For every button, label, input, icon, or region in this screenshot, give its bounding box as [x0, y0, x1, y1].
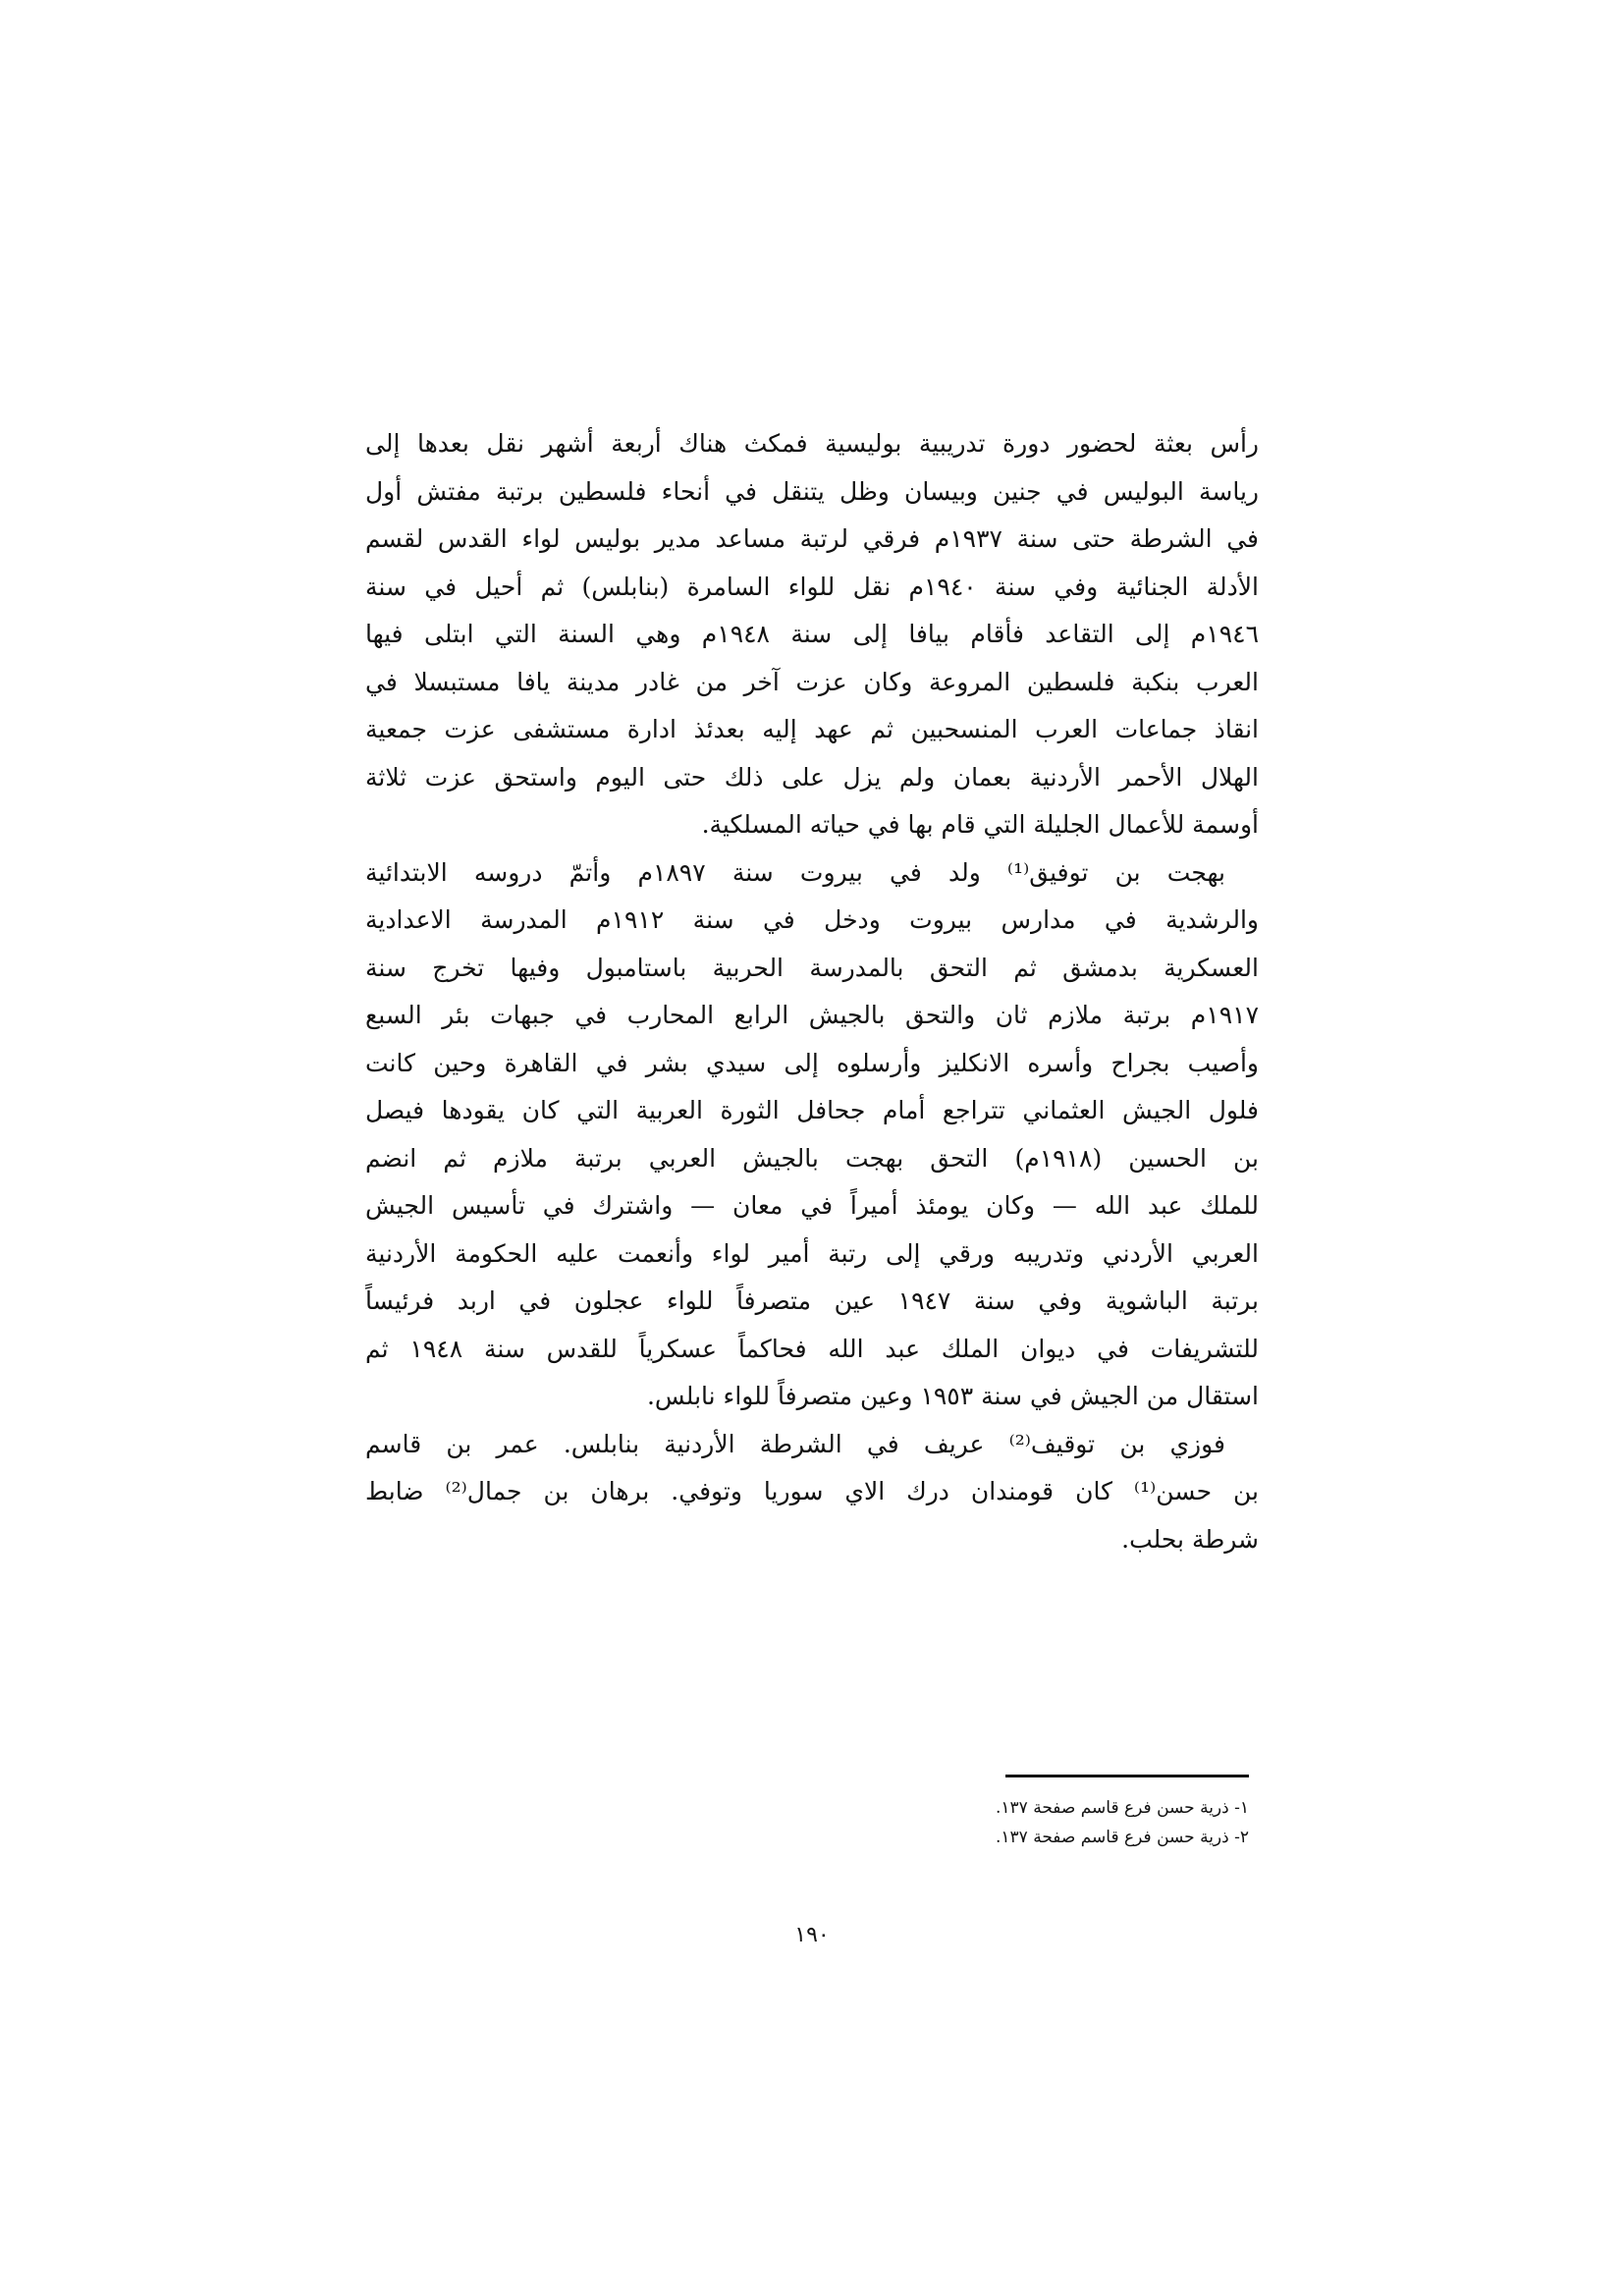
text-line: في الشرطة حتى سنة ١٩٣٧م فرقي لرتبة مساعد مدير بوليس لواء القدس لقسم [365, 524, 1259, 553]
text-line: العربي الأردني وتدريبه ورقي إلى رتبة أمير لواء وأنعمت عليه الحكومة الأردنية [365, 1238, 1259, 1268]
text-line: للملك عبد الله — وكان يومئذ أميراً في معان — واشترك في تأسيس الجيش [365, 1191, 1259, 1220]
text-line: للتشريفات في ديوان الملك عبد الله فحاكماً عسكرياً للقدس سنة ١٩٤٨ ثم [365, 1334, 1259, 1363]
footnote-2: ٢- ذرية حسن فرع قاسم صفحة ١٣٧. [996, 1828, 1249, 1847]
text-line: استقال من الجيش في سنة ١٩٥٣ وعين متصرفاً للواء نابلس. [646, 1382, 1259, 1410]
text-line: رياسة البوليس في جنين وبيسان وظل يتنقل في أنحاء فلسطين برتبة مفتش أول [365, 476, 1259, 506]
text-line: العسكرية بدمشق ثم التحق بالمدرسة الحربية باستامبول وفيها تخرج سنة [365, 953, 1259, 982]
text-line: شرطة بحلب. [1121, 1524, 1259, 1554]
text-line: بن حسن⁽¹⁾ كان قومندان درك الاي سوريا وتوفي. برهان بن جمال⁽²⁾ ضابط [365, 1477, 1259, 1505]
footnotes [687, 1793, 1249, 1852]
text-line: بهجت بن توفيق⁽¹⁾ ولد في بيروت سنة ١٨٩٧م وأتمّ دروسه الابتدائية [365, 857, 1225, 887]
text-line: بن الحسين (١٩١٨م) التحق بهجت بالجيش العربي برتبة ملازم ثم انضم [365, 1143, 1259, 1173]
page-number: ١٩٠ [794, 1923, 830, 1947]
text-line: رأس بعثة لحضور دورة تدريبية بوليسية فمكث هناك أربعة أشهر نقل بعدها إلى [365, 429, 1259, 458]
footnote-1: ١- ذرية حسن فرع قاسم صفحة ١٣٧. [996, 1798, 1249, 1818]
footnote-divider [1005, 1775, 1249, 1777]
text-line: العرب بنكبة فلسطين المروعة وكان عزت آخر من غادر مدينة يافا مستبسلا في [365, 667, 1259, 696]
text-line: ١٩٤٦م إلى التقاعد فأقام بيافا إلى سنة ١٩٤٨م وهي السنة التي ابتلى فيها [365, 620, 1260, 648]
text-line: انقاذ جماعات العرب المنسحبين ثم عهد إليه بعدئذ ادارة مستشفى عزت جمعية [365, 715, 1259, 743]
text-line: برتبة الباشوية وفي سنة ١٩٤٧ عين متصرفاً للواء عجلون في اربد فرئيساً [365, 1286, 1260, 1315]
text-line: فلول الجيش العثماني تتراجع أمام جحافل الثورة العربية التي كان يقودها فيصل [365, 1096, 1259, 1124]
text-line: وأصيب بجراح وأسره الانكليز وأرسلوه إلى سيدي بشر في القاهرة وحين كانت [365, 1048, 1259, 1077]
text-line: الهلال الأحمر الأردنية بعمان ولم يزل على ذلك حتى اليوم واستحق عزت ثلاثة [365, 762, 1259, 792]
body-text [365, 420, 1259, 1563]
text-line: الأدلة الجنائية وفي سنة ١٩٤٠م نقل للواء السامرة (بنابلس) ثم أحيل في سنة [365, 572, 1259, 601]
text-line: أوسمة للأعمال الجليلة التي قام بها في حياته المسلكية. [701, 810, 1259, 839]
text-line: والرشدية في مدارس بيروت ودخل في سنة ١٩١٢م المدرسة الاعدادية [365, 905, 1259, 934]
text-line: فوزي بن توقيف⁽²⁾ عريف في الشرطة الأردنية بنابلس. عمر بن قاسم [365, 1429, 1226, 1458]
text-line: ١٩١٧م برتبة ملازم ثان والتحق بالجيش الرابع المحارب في جبهات بئر السبع [365, 1001, 1259, 1029]
